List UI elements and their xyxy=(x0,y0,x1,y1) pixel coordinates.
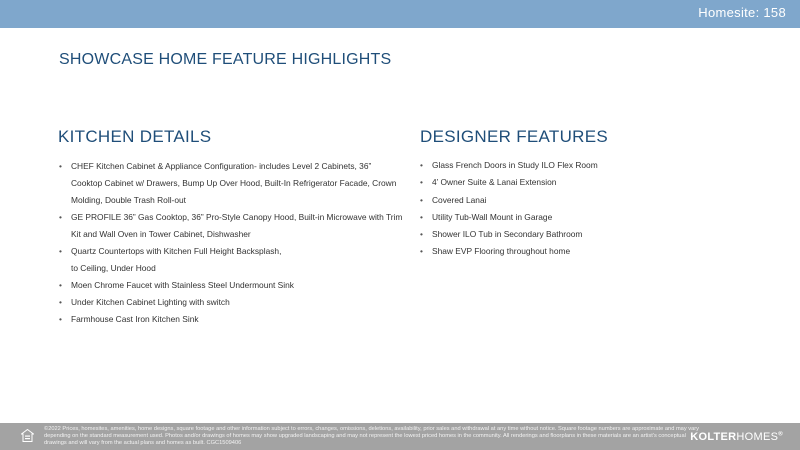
disclaimer-text: ©2022 Prices, homesites, amenities, home designs, square footage and other information subject to errors, changes, omissions, deletions, availability, prior sales and withdrawal at any time without notice. Square footage numbers are approximate and may vary depending on the standard measurement used. Photos and/or drawings of homes may show upgraded landscaping and may not represent the lowest priced homes in the community. All renderings and floorplans in these materials are an artist’s conceptual drawings and will vary from the actual plans and homes as built. CGC1509406 xyxy=(44,426,700,446)
list-item: • Utility Tub-Wall Mount in Garage xyxy=(420,209,720,226)
list-item: • Moen Chrome Faucet with Stainless Steel Undermount Sink xyxy=(59,277,404,294)
list-item-continuation: to Ceiling, Under Hood xyxy=(71,263,156,273)
brand-bold: KOLTER xyxy=(690,431,737,443)
list-item: • 4’ Owner Suite & Lanai Extension xyxy=(420,174,720,191)
list-item: • GE PROFILE 36” Gas Cooktop, 36” Pro-Style Canopy Hood, Built-in Microwave with Trim Kit and Wall Oven in Tower Cabinet, Dishwasher xyxy=(59,209,404,243)
list-item: • Quartz Countertops with Kitchen Full Height Backsplash, xyxy=(59,243,404,260)
list-item: • CHEF Kitchen Cabinet & Appliance Configuration- includes Level 2 Cabinets, 36” Cooktop Cabinet w/ Drawers, Bump Up Over Hood, Built-In Refrigerator Facade, Crown Molding, Double Trash Roll-out xyxy=(59,158,404,209)
designer-features-title: DESIGNER FEATURES xyxy=(420,127,609,146)
list-item: • Farmhouse Cast Iron Kitchen Sink xyxy=(59,311,404,328)
list-item: • Shaw EVP Flooring throughout home xyxy=(420,243,720,260)
equal-housing-icon xyxy=(21,429,34,442)
brand-logo xyxy=(690,431,783,443)
list-item: • Under Kitchen Cabinet Lighting with switch xyxy=(59,294,404,311)
kitchen-details-title: KITCHEN DETAILS xyxy=(58,127,212,146)
list-item: • Covered Lanai xyxy=(420,192,720,209)
kitchen-details-list xyxy=(59,158,404,328)
homesite-label: Homesite: 158 xyxy=(698,5,786,20)
brand-mark: ® xyxy=(778,431,783,438)
page-title: SHOWCASE HOME FEATURE HIGHLIGHTS xyxy=(59,51,392,68)
top-bar xyxy=(0,0,800,28)
brand-light: HOMES xyxy=(736,431,779,443)
list-item: • Shower ILO Tub in Secondary Bathroom xyxy=(420,226,720,243)
list-item: • Glass French Doors in Study ILO Flex Room xyxy=(420,157,720,174)
footer xyxy=(0,423,800,450)
designer-features-list xyxy=(420,157,720,261)
